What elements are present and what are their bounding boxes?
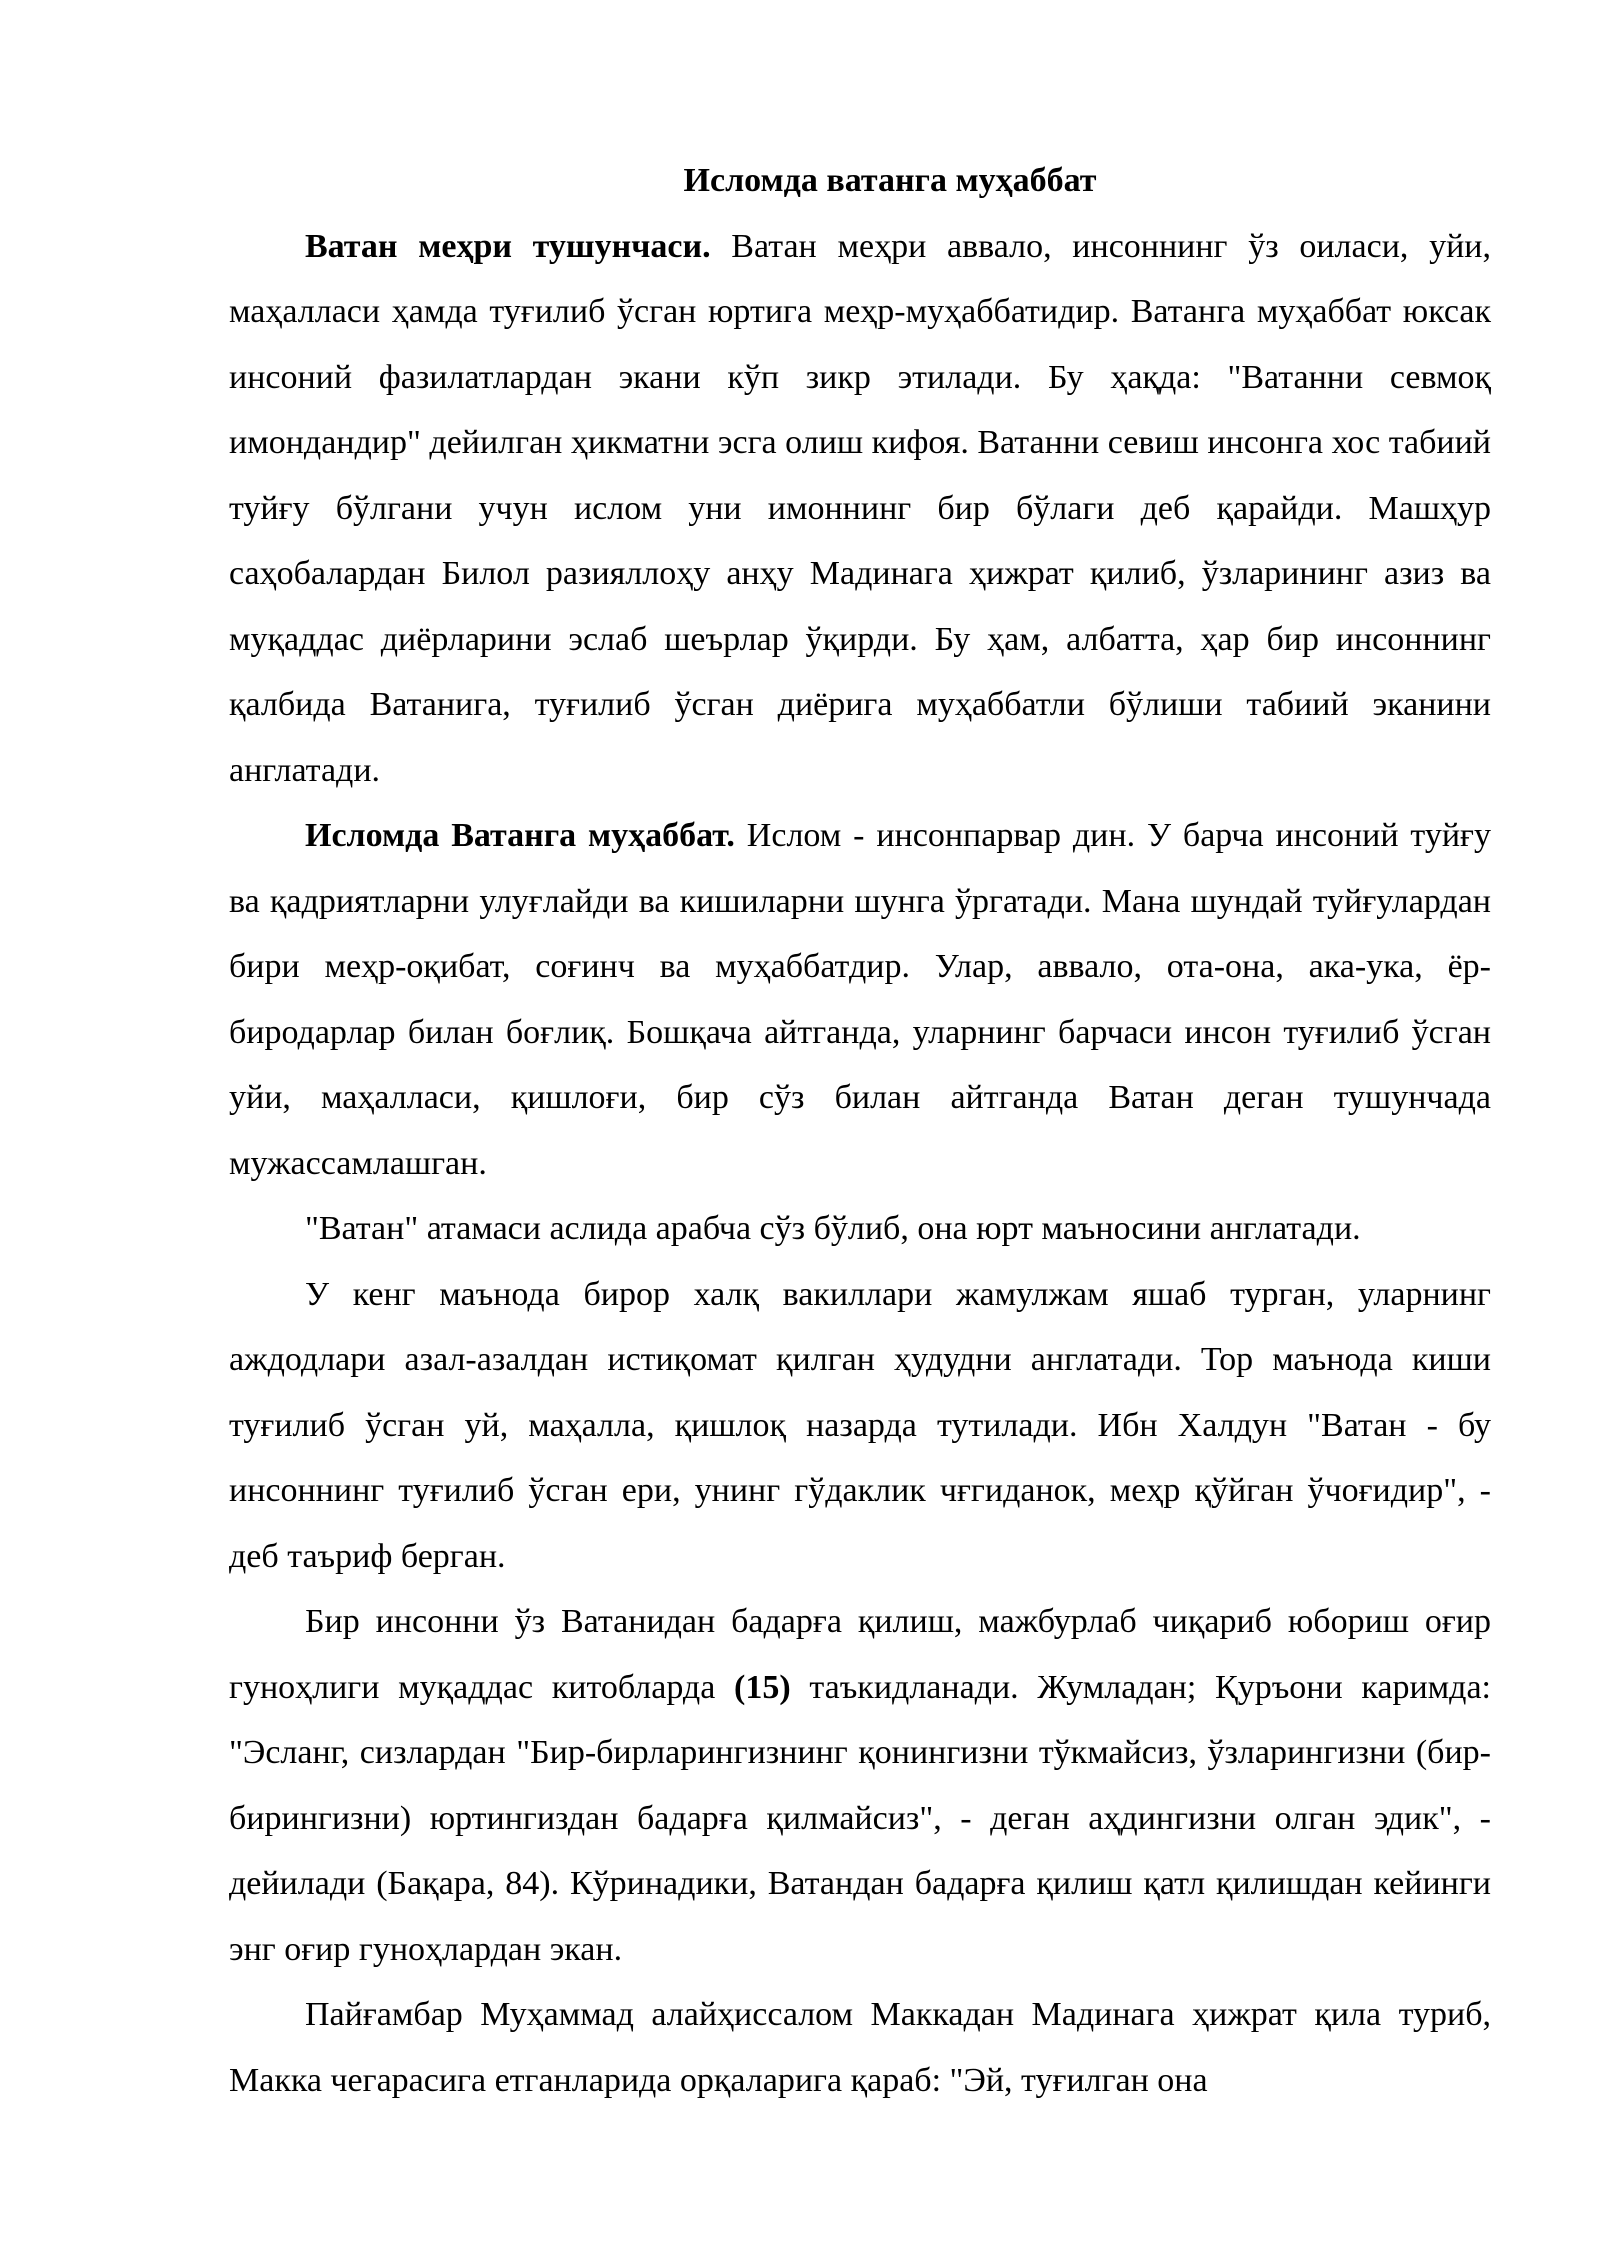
paragraph-text: таъкидланади. Жумладан; Қуръони каримда: "Эсланг, сизлардан "Бир-бирларингизнинг қонингизни тўкмайсиз, ўзларингизни (бир-бирингизни) юртингиздан бадарға қилмайсиз", - деган аҳдингизни олган эдик", - дейилади (Бақара, 84). Кўринадики, Ватандан бадарға қилиш қатл қилишдан кейинги энг оғир гуноҳлардан экан.	[229, 1668, 1491, 1968]
paragraph-heading: Ватан меҳри тушунчаси.	[305, 227, 711, 265]
paragraph-islomda-vatanga	[229, 803, 1491, 1196]
reference-marker: (15)	[734, 1668, 791, 1706]
paragraph-text: Ислом - инсонпарвар дин. У барча инсоний туйғу ва қадриятларни улуғлайди ва кишиларни шунга ўргатади. Мана шундай туйғулардан бири меҳр-оқибат, соғинч ва муҳаббатдир. Улар, аввало, ота-она, ака-ука, ёр-биродарлар билан боғлиқ. Бошқача айтганда, уларнинг барчаси инсон туғилиб ўсган уйи, маҳалласи, қишлоғи, бир сўз билан айтганда Ватан деган тушунчада мужассамлашган.	[229, 817, 1491, 1182]
paragraph-vatan-mehri	[229, 214, 1491, 804]
paragraph-heading: Исломда Ватанга муҳаббат.	[305, 817, 735, 854]
paragraph-vatan-atamasi: "Ватан" атамаси аслида арабча сўз бўлиб, она юрт маъносини англатади.	[305, 1210, 1361, 1247]
document-page	[229, 148, 1491, 2113]
paragraph-text: Ватан меҳри аввало, инсоннинг ўз оиласи, уйи, маҳалласи ҳамда туғилиб ўсган юртига меҳр-муҳаббатидир. Ватанга муҳаббат юксак инсоний фазилатлардан экани кўп зикр этилади. Бу ҳақда: "Ватанни севмоқ имондандир" дейилган ҳикматни эсга олиш кифоя. Ватанни севиш инсонга хос табиий туйғу бўлгани учун ислом уни имоннинг бир бўлаги деб қарайди. Машҳур саҳобалардан Билол разияллоҳу анҳу Мадинага ҳижрат қилиб, ўзларининг азиз ва муқаддас диёрларини эслаб шеърлар ўқирди. Бу ҳам, албатта, ҳар бир инсоннинг қалбида Ватанига, туғилиб ўсган диёрига муҳаббатли бўлиши табиий эканини англатади.	[229, 227, 1492, 789]
paragraph-keng-manoda: У кенг маънода бирор халқ вакиллари жамулжам яшаб турган, уларнинг аждодлари азал-азалдан истиқомат қилган ҳудудни англатади. Тор маънода киши туғилиб ўсган уй, маҳалла, қишлоқ назарда тутилади. Ибн Халдун "Ватан - бу инсоннинг туғилиб ўсган ери, унинг гўдаклик чғгиданок, меҳр қўйган ўчоғидир", - деб таъриф берган.	[229, 1275, 1491, 1575]
document-title: Исломда ватанга муҳаббат	[683, 162, 1097, 199]
paragraph-text: Бир инсонни ўз Ватанидан бадарға қилиш, мажбурлаб чиқариб юбориш оғир гуноҳлиги муқаддас китобларда	[229, 1603, 1491, 1706]
paragraph-badarga	[229, 1589, 1491, 1982]
paragraph-payg-ambar: Пайғамбар Муҳаммад алайҳиссалом Маккадан Мадинага ҳижрат қила туриб, Макка чегарасига етганларида орқаларига қараб: "Эй, туғилган она	[229, 1996, 1491, 2099]
